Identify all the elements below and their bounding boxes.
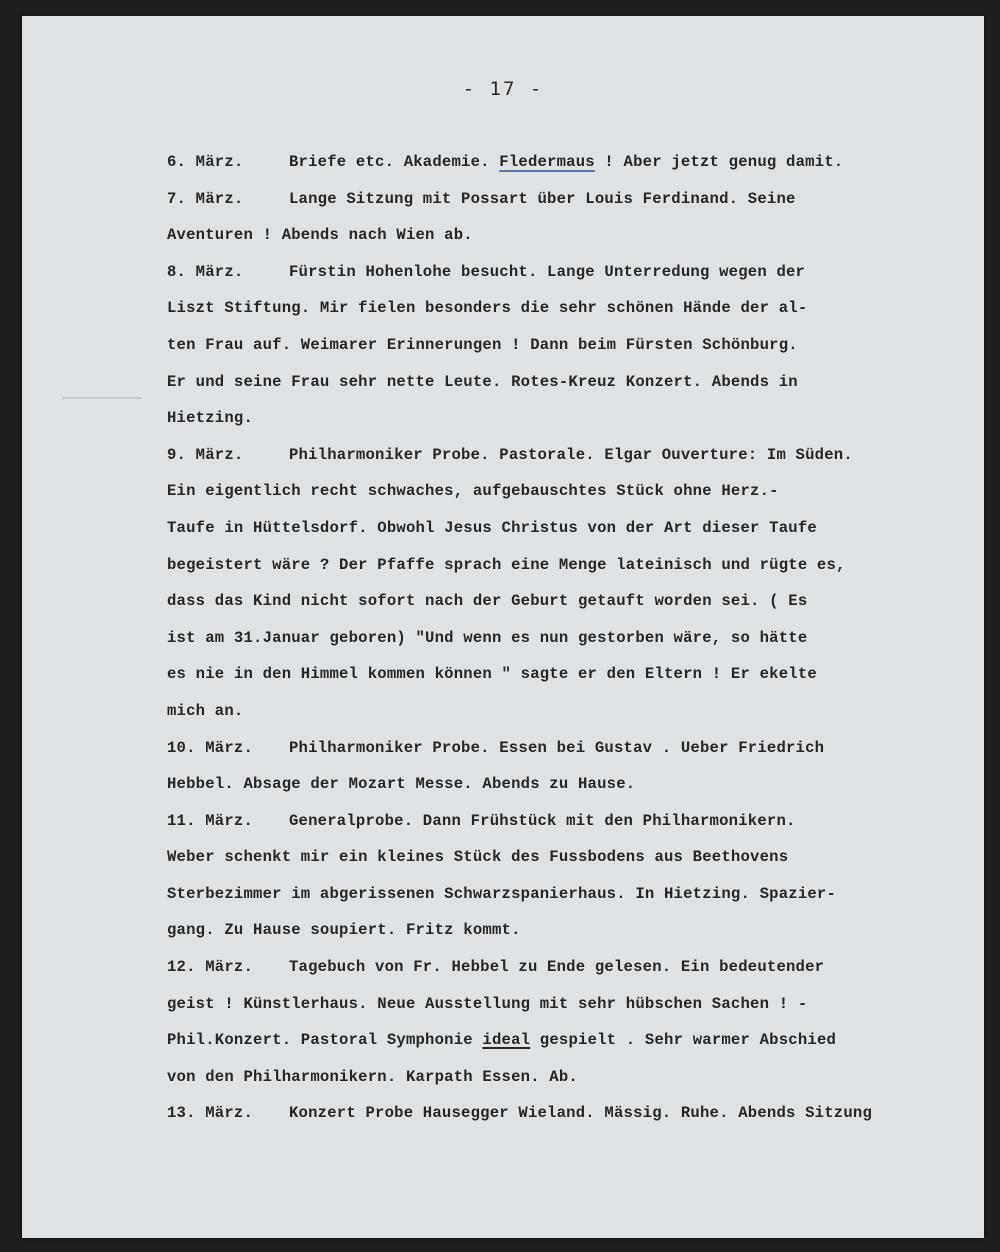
line-text: Fürstin Hohenlohe besucht. Lange Unterredung wegen der [289, 262, 806, 281]
text-line [167, 949, 972, 986]
margin-mark [62, 397, 142, 399]
text-line [167, 693, 972, 730]
page-number: - 17 - [462, 78, 544, 100]
text-line [167, 803, 972, 840]
line-text: ten Frau auf. Weimarer Erinnerungen ! Dann beim Fürsten Schönburg. [167, 335, 798, 354]
line-text: Sterbezimmer im abgerissenen Schwarzspanierhaus. In Hietzing. Spazier- [167, 884, 837, 903]
text-line [167, 547, 972, 584]
text-line [167, 656, 972, 693]
entry-date: 6. März. [167, 153, 244, 171]
line-text: gang. Zu Hause soupiert. Fritz kommt. [167, 921, 521, 940]
line-text: Hebbel. Absage der Mozart Messe. Abends zu Hause. [167, 775, 636, 794]
line-text: Hietzing. [167, 409, 254, 428]
line-text: mich an. [167, 701, 244, 720]
text-line [167, 620, 972, 657]
text-line [167, 1022, 972, 1059]
text-line [167, 1059, 972, 1096]
entry-date: 7. März. [167, 189, 244, 208]
entry-date: 10. März. [167, 738, 254, 757]
line-text-continued: ! Aber jetzt genug damit. [594, 153, 844, 171]
text-line [167, 912, 972, 949]
page-body [167, 144, 972, 1132]
text-line [167, 400, 972, 437]
text-line [167, 217, 972, 254]
line-text: Aventuren ! Abends nach Wien ab. [167, 226, 473, 245]
line-text: geist ! Künstlerhaus. Neue Ausstellung mit sehr hübschen Sachen ! - [167, 994, 808, 1013]
line-text: dass das Kind nicht sofort nach der Geburt getauft worden sei. ( Es [167, 592, 808, 611]
line-text: Er und seine Frau sehr nette Leute. Rotes-Kreuz Konzert. Abends in [167, 372, 798, 391]
text-line [167, 181, 972, 218]
text-line [167, 839, 972, 876]
line-text: es nie in den Himmel kommen können " sagte er den Eltern ! Er ekelte [167, 665, 817, 684]
entry-date: 12. März. [167, 958, 254, 977]
line-text: Lange Sitzung mit Possart über Louis Ferdinand. Seine [289, 189, 796, 208]
text-line [167, 986, 972, 1023]
line-text: Taufe in Hüttelsdorf. Obwohl Jesus Christus von der Art dieser Taufe [167, 518, 817, 537]
line-text-continued: gespielt . Sehr warmer Abschied [530, 1031, 837, 1050]
entry-date: 11. März. [167, 811, 254, 830]
text-line [167, 730, 972, 767]
underlined-word: Fledermaus [499, 153, 595, 171]
line-text: begeistert wäre ? Der Pfaffe sprach eine Menge lateinisch und rügte es, [167, 555, 846, 574]
text-line [167, 254, 972, 291]
line-text: Briefe etc. Akademie. [289, 153, 500, 171]
text-line [167, 1095, 972, 1132]
text-line [167, 510, 972, 547]
typewritten-page [22, 16, 984, 1238]
text-line [167, 144, 972, 181]
line-text: Weber schenkt mir ein kleines Stück des Fussbodens aus Beethovens [167, 848, 789, 867]
line-text: Ein eigentlich recht schwaches, aufgebauschtes Stück ohne Herz.- [167, 482, 779, 501]
text-line [167, 364, 972, 401]
text-line [167, 327, 972, 364]
line-text: Tagebuch von Fr. Hebbel zu Ende gelesen. Ein bedeutender [289, 958, 825, 977]
line-text: Philharmoniker Probe. Essen bei Gustav . Ueber Friedrich [289, 738, 825, 757]
text-line [167, 876, 972, 913]
line-text: Philharmoniker Probe. Pastorale. Elgar Ouverture: Im Süden. [289, 445, 853, 464]
text-line [167, 437, 972, 474]
line-text: Konzert Probe Hausegger Wieland. Mässig. Ruhe. Abends Sitzung [289, 1104, 873, 1123]
underlined-word: ideal [482, 1031, 531, 1050]
text-line [167, 473, 972, 510]
entry-date: 9. März. [167, 445, 244, 464]
text-line [167, 583, 972, 620]
line-text: ist am 31.Januar geboren) "Und wenn es nun gestorben wäre, so hätte [167, 628, 808, 647]
text-line [167, 766, 972, 803]
entry-date: 8. März. [167, 262, 244, 281]
entry-date: 13. März. [167, 1104, 254, 1123]
line-text: Liszt Stiftung. Mir fielen besonders die sehr schönen Hände der al- [167, 299, 808, 318]
line-text: von den Philharmonikern. Karpath Essen. Ab. [167, 1067, 578, 1086]
line-text: Phil.Konzert. Pastoral Symphonie [167, 1031, 483, 1050]
line-text: Generalprobe. Dann Frühstück mit den Philharmonikern. [289, 811, 796, 830]
text-line [167, 290, 972, 327]
